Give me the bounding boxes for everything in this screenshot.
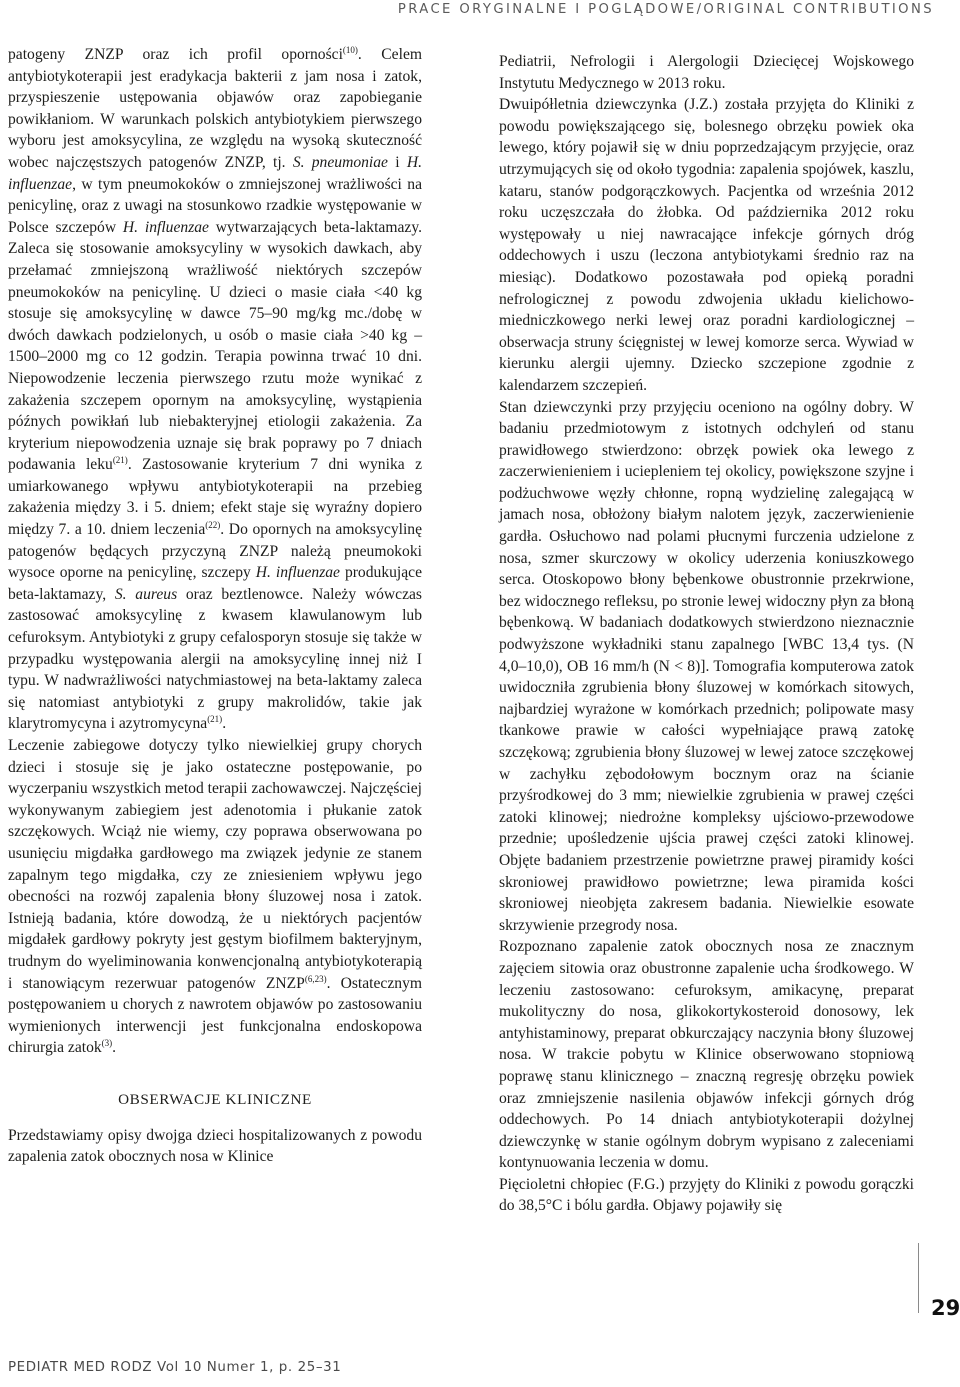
citation-ref: (10) [342, 45, 358, 55]
italic-term: S. pneumoniae [292, 153, 388, 171]
running-header: PRACE ORYGINALNE I POGLĄDOWE/ORIGINAL CONTRIBUTIONS [397, 2, 934, 17]
italic-term: H. influenzae [8, 153, 422, 193]
italic-term: S. aureus [114, 585, 178, 603]
paragraph-case-1-history: Dwuipółletnia dziewczynka (J.Z.) została przyjęta do Kliniki z powodu powiększającego się, bolesnego obrzęku powiek oka lewego, który pojawił się w dniu poprzedzającym przyjęcie, oraz utrzymujących się od około tygodnia: zapalenia spojówek, kaszlu, kataru, stanów podgorączkowych. Pacjentka od września 2012 roku uczęszczała do żłobka. Od października 2012 roku występowały u niej nawracające infekcje górnych dróg oddechowych i uszu (leczona antybiotykami średnio raz na miesiąc). Dodatkowo pozostawała pod opieką poradni nefrologicznej z powodu zdwojenia układu kielichowo-miedniczkowego nerki lewej oraz poradni kardiologicznej – obserwacja struny ścięgnistej w lewej komorze serca. Wywiad w kierunku alergii ujemny. Dziecko szczepione zgodnie z kalendarzem szczepień. [499, 96, 914, 394]
italic-term: H. influenzae [255, 564, 340, 582]
citation-ref: (21) [207, 714, 223, 725]
paragraph-case-1-exam: Stan dziewczynki przy przyjęciu oceniono na ogólny dobry. W badaniu przedmiotowym z istotnych odchyleń od stanu prawidłowego stwierdzono: obrzęk powiek oka lewego z zaczerwienieniem i uciepleniem tej okolicy, powiększone szyjne i podżuchwowe węzły chłonne, ropną wydzielinę zalegającą w jamach nosa, obłożony białym nalotem język, zaczerwienienie gardła. Osłuchowo nad polami płucnymi furczenia udzielone z nosa, szmer skurczowy w okolicy uderzenia koniuszkowego serca. Otoskopowo błony bębenkowe obustronnie przekrwione, bez widocznego refleksu, po stronie lewej widoczny płyn za błoną bębenkową. W badaniach dodatkowych stwierdzono nieznacznie podwyższone wykładniki stanu zapalnego [WBC 13,4 tys. (N 4,0–10,0), OB 16 mm/h (N < 8)]. Tomografia komputerowa zatok uwidoczniła zgrubienia błony śluzowej w komórkach sitowych, najbardziej wyrażone w komórkach przednich; polipowate masy tkankowe prawie w całości wypełniające prawą zatokę szczękową; zgrubienia błony śluzowej w lewej zatoce szczękowej w zachyłku zębodołowym bocznym oraz na ścianie przyśrodkowej do 3 mm; niewielkie zgrubienia w prawej części zatoki klinowej; niedrożne kompleksy ujściowo-przewodowe przednie; upośledzenie ujścia prawej części zatoki klinowej. Objęte badaniem przestrzenie powietrzne prawej piramidy kości skroniowej prawidłowo powietrzne; lewa piramida kości skroniowej nieobjęta zakresem badania. Niewielkie esowate skrzywienie przegrody nosa. [499, 398, 914, 934]
section-heading: OBSERWACJE KLINICZNE [118, 1090, 312, 1108]
citation-ref: (6,23) [304, 973, 327, 984]
citation-ref: (22) [205, 520, 221, 531]
italic-term: H. influenzae [122, 218, 209, 236]
citation-ref: (21) [112, 455, 128, 466]
paragraph-clinic: Pediatrii, Nefrologii i Alergologii Dziecięcej Wojskowego Instytutu Medycznego w 2013 roku. [499, 53, 914, 92]
left-column [8, 44, 422, 1168]
right-column [499, 51, 914, 1217]
paragraph-treatment: patogeny ZNZP oraz ich profil oporności$^{(10)}$. Celem antybiotykoterapii jest eradykacja bakterii z jam nosa i zatok, przyspieszenie ustępowania objawów oraz zapobieganie powikłaniom. W warunkach polskich antybiotykiem pierwszego wyboru jest amoksycylina, ze względu na wysoką skuteczność wobec najczęstszych patogenów ZNZP, tj. S. pneumoniae i H. influenzae, w tym pneumokoków o zmniejszonej wrażliwości na penicylinę, oraz z uwagi na stosunkowo rzadkie występowanie w Polsce szczepów H. influenzae wytwarzających beta-laktamazy. Zaleca się stosowanie amoksycyliny w wysokich dawkach, aby przełamać zmniejszoną wrażliwość niektórych szczepów pneumokoków na penicylinę. U dzieci o masie ciała <40 kg stosuje się amoksycylinę w dawce 75–90 mg/kg mc./dobę w dwóch dawkach podzielonych, u osób o masie ciała >40 kg – 1500–2000 mg co 12 godzin. Terapia powinna trwać 10 dni. Niepowodzenie leczenia pierwszego rzutu może wynikać z zakażenia szczepem opornym na amoksycylinę, wystąpienia późnych powikłań lub niebakteryjnej etiologii zakażenia. Za kryterium niepowodzenia uznaje się brak poprawy po 7 dniach podawania leku$^{(21)}$. Zastosowanie kryterium 7 dni wynika z umiarkowanego wpływu antybiotykoterapii na przebieg zakażenia między 3. i 5. dniem; efekt staje się wyraźny dopiero między 7. a 10. dniem leczenia$^{(22)}$. Do opornych na amoksycylinę patogenów będących przyczyną ZNZP należą pneumokoki wysoce oporne na penicylinę, szczepy H. influenzae produkujące beta-laktamazy, S. aureus oraz beztlenowce. Należy wówczas zastosować amoksycylinę z kwasem klawulanowym lub cefuroksym. Antybiotyki z grupy cefalosporyn stosuje się także w przypadku występowania alergii na amoksycylinę innej niż I typu. W nadwrażliwości natychmiastowej na beta-laktamy zaleca się natomiast antybiotyki z grupy makrolidów, takie jak klarytromycyna i azytromycyna$^{(21)}$. [8, 45, 423, 733]
page-number-rule [918, 1243, 919, 1313]
page-number: 29 [931, 1296, 960, 1320]
paragraph-case-2: Pięcioletni chłopiec (F.G.) przyjęty do Kliniki z powodu gorączki do 38,5°C i bólu gardła. Objawy pojawiły się [499, 1175, 914, 1215]
paragraph-case-1-diagnosis: Rozpoznano zapalenie zatok obocznych nosa ze znacznym zajęciem sitowia oraz obustronne zapalenie ucha środkowego. W leczeniu zastosowano: cefuroksym, amikacynę, preparat mukolityczny do nosa, glikokortykosteroid donosowy, lek antyhistaminowy, preparat obkurczający naczynia błony śluzowej nosa. W trakcie pobytu w Klinice obserwowano stopniową poprawę stanu klinicznego – znaczną regresję obrzęku powiek oraz zmniejszenie nasilenia objawów infekcji górnych dróg oddechowych. Po 14 dniach antybiotykoterapii dożylnej dziewczynkę w stanie ogólnym dobrym wypisano z zaleceniami kontynuowania leczenia w domu. [499, 938, 914, 1172]
citation-ref: (3) [101, 1038, 113, 1049]
paragraph-intro-cases: Przedstawiamy opisy dwojga dzieci hospitalizowanych z powodu zapalenia zatok obocznych nosa w Klinice [8, 1126, 422, 1166]
paragraph-surgery: Leczenie zabiegowe dotyczy tylko niewielkiej grupy chorych dzieci i stosuje się je jako ostateczne postępowanie, po wyczerpaniu wszystkich metod terapii zachowawczej. Najczęściej wykonywanym zabiegiem jest adenotomia i płukanie zatok szczękowych. Wciąż nie wiemy, czy poprawa obserwowana po usunięciu migdałka gardłowego ma związek jedynie ze stanem zapalnym tego migdałka, czy ze zniesieniem wpływu jego obecności na rozwój zapalenia błony śluzowej nosa i zatok. Istnieją badania, które dowodzą, że u niektórych pacjentów migdałek gardłowy pokryty jest gęstym biofilmem bakteryjnym, trudnym do wyeliminowania konwencjonalną antybiotykoterapią i stanowiącym rezerwuar patogenów ZNZP$^{(6,23)}$. Ostatecznym postępowaniem u chorych z nawrotem objawów po zastosowaniu wymienionych interwencji jest funkcjonalna endoskopowa chirurgia zatok$^{(3)}$. [8, 737, 422, 1057]
footer-citation: PEDIATR MED RODZ Vol 10 Numer 1, p. 25–31 [8, 1360, 342, 1375]
